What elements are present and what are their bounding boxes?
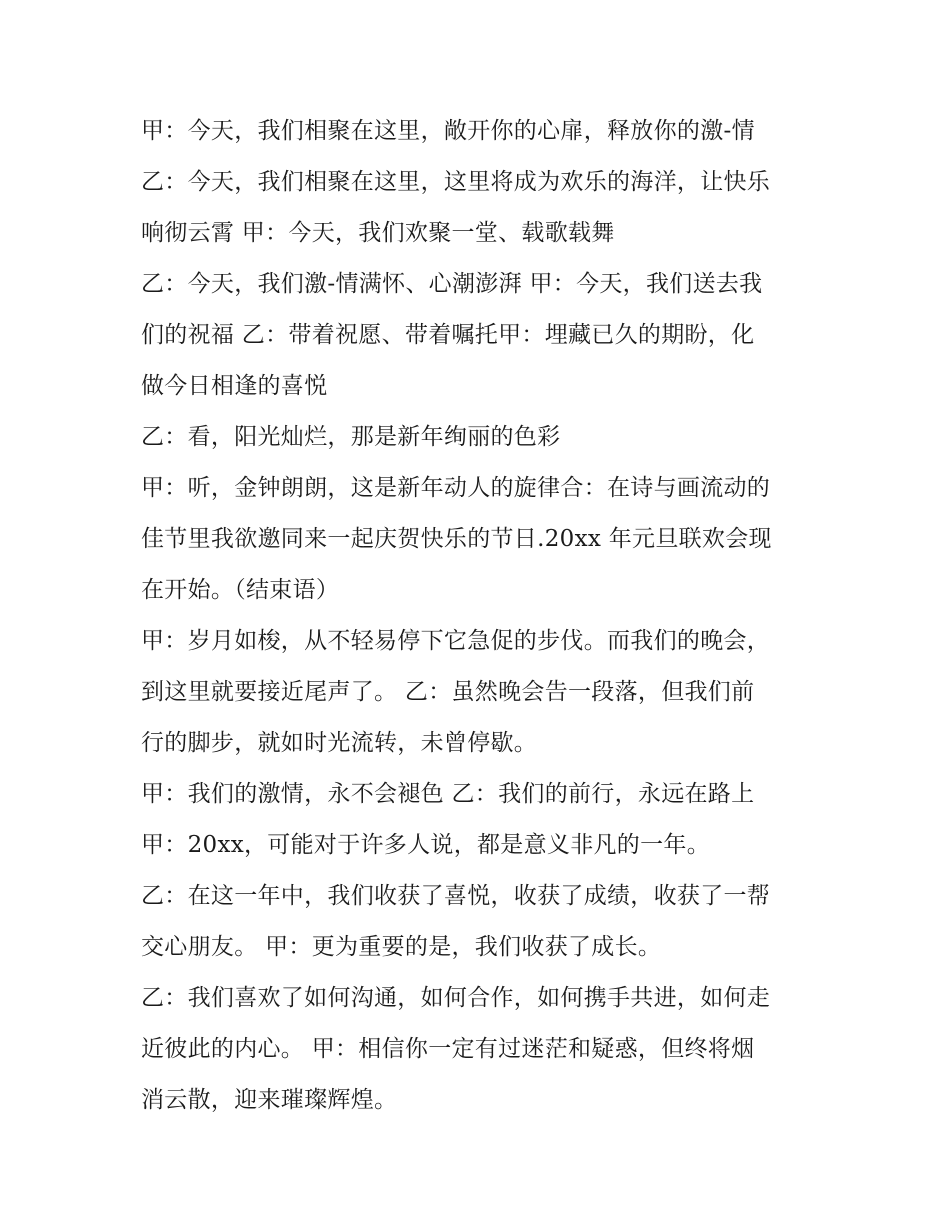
text-line: 做今日相逢的喜悦 <box>141 373 328 399</box>
text-line: 甲：听，金钟朗朗，这是新年动人的旋律合：在诗与画流动的 <box>141 475 771 501</box>
text-line: 们的祝福 乙：带着祝愿、带着嘱托甲：埋藏已久的期盼，化 <box>141 322 755 348</box>
text-line: 乙：今天，我们相聚在这里，这里将成为欢乐的海洋，让快乐 <box>141 169 771 195</box>
text-line: 乙：今天，我们激-情满怀、心潮澎湃 甲：今天，我们送去我 <box>141 271 763 297</box>
text-line: 甲：岁月如梭，从不轻易停下它急促的步伐。而我们的晚会， <box>141 628 771 654</box>
document-body <box>141 106 821 1126</box>
text-line: 甲：今天，我们相聚在这里，敞开你的心扉，释放你的激-情 <box>141 118 755 144</box>
text-line: 到这里就要接近尾声了。 乙：虽然晚会告一段落，但我们前 <box>141 679 755 705</box>
text-line: 乙：我们喜欢了如何沟通，如何合作，如何携手共进，如何走 <box>141 985 771 1011</box>
text-line: 行的脚步，就如时光流转，未曾停歇。 <box>141 730 538 756</box>
text-line: 佳节里我欲邀同来一起庆贺快乐的节日.20xx 年元旦联欢会现 <box>141 526 772 552</box>
text-line: 甲：20xx，可能对于许多人说，都是意义非凡的一年。 <box>141 832 711 858</box>
text-line: 近彼此的内心。 甲：相信你一定有过迷茫和疑惑，但终将烟 <box>141 1036 755 1062</box>
text-line: 甲：我们的激情，永不会褪色 乙：我们的前行，永远在路上 <box>141 781 755 807</box>
text-line: 交心朋友。 甲：更为重要的是，我们收获了成长。 <box>141 934 662 960</box>
text-line: 在开始。（结束语） <box>141 577 340 603</box>
text-line: 响彻云霄 甲：今天，我们欢聚一堂、载歌载舞 <box>141 220 615 246</box>
text-line: 乙：看，阳光灿烂，那是新年绚丽的色彩 <box>141 424 561 450</box>
text-line: 消云散，迎来璀璨辉煌。 <box>141 1087 398 1113</box>
text-line: 乙：在这一年中，我们收获了喜悦，收获了成绩，收获了一帮 <box>141 883 771 909</box>
